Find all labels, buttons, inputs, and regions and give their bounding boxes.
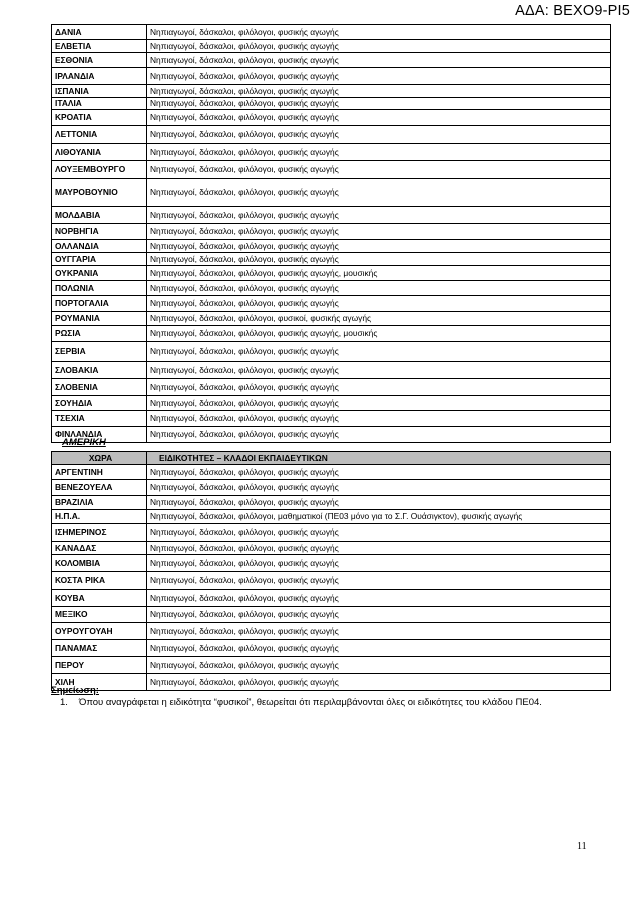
table-row bbox=[52, 224, 611, 240]
table-row bbox=[52, 40, 611, 53]
table-row bbox=[52, 379, 611, 396]
table-row bbox=[52, 342, 611, 362]
specialties-cell: Νηπιαγωγοί, δάσκαλοι, φιλόλογοι, φυσικής αγωγής bbox=[147, 496, 611, 510]
table-row bbox=[52, 144, 611, 161]
specialties-cell: Νηπιαγωγοί, δάσκαλοι, φιλόλογοι, φυσικής αγωγής, μουσικής bbox=[147, 266, 611, 281]
specialties-cell: Νηπιαγωγοί, δάσκαλοι, φιλόλογοι, φυσικής αγωγής bbox=[147, 640, 611, 657]
country-cell: ΙΣΠΑΝΙΑ bbox=[52, 85, 147, 98]
country-cell: ΚΟΣΤΑ ΡΙΚΑ bbox=[52, 572, 147, 590]
country-cell: ΔΑΝΙΑ bbox=[52, 25, 147, 40]
specialties-cell: Νηπιαγωγοί, δάσκαλοι, φιλόλογοι, φυσικής αγωγής bbox=[147, 590, 611, 607]
note-item bbox=[60, 697, 542, 708]
country-cell: ΒΡΑΖΙΛΙΑ bbox=[52, 496, 147, 510]
table-header-row bbox=[52, 452, 611, 465]
country-cell: ΚΑΝΑΔΑΣ bbox=[52, 542, 147, 555]
country-cell: ΤΣΕΧΙΑ bbox=[52, 411, 147, 427]
table-row bbox=[52, 496, 611, 510]
country-cell: ΟΥΡΟΥΓΟΥΑΗ bbox=[52, 623, 147, 640]
table-row bbox=[52, 126, 611, 144]
table-row bbox=[52, 110, 611, 126]
specialties-cell: Νηπιαγωγοί, δάσκαλοι, φιλόλογοι, φυσικής αγωγής bbox=[147, 362, 611, 379]
table-row bbox=[52, 25, 611, 40]
specialties-cell: Νηπιαγωγοί, δάσκαλοι, φιλόλογοι, φυσικής αγωγής bbox=[147, 126, 611, 144]
country-cell: ΛΟΥΞΕΜΒΟΥΡΓΟ bbox=[52, 161, 147, 179]
country-cell: ΡΩΣΙΑ bbox=[52, 326, 147, 342]
country-cell: ΣΛΟΒΑΚΙΑ bbox=[52, 362, 147, 379]
table-row bbox=[52, 396, 611, 411]
specialties-cell: Νηπιαγωγοί, δάσκαλοι, φιλόλογοι, φυσικής αγωγής bbox=[147, 253, 611, 266]
country-cell: ΛΕΤΤΟΝΙΑ bbox=[52, 126, 147, 144]
table-row bbox=[52, 207, 611, 224]
specialties-cell: Νηπιαγωγοί, δάσκαλοι, φιλόλογοι, φυσικής αγωγής bbox=[147, 623, 611, 640]
table-row bbox=[52, 253, 611, 266]
country-cell: ΜΑΥΡΟΒΟΥΝΙΟ bbox=[52, 179, 147, 207]
table-row bbox=[52, 524, 611, 542]
country-cell: ΟΥΓΓΑΡΙΑ bbox=[52, 253, 147, 266]
specialties-cell: Νηπιαγωγοί, δάσκαλοι, φιλόλογοι, φυσικής αγωγής bbox=[147, 296, 611, 312]
specialties-cell: Νηπιαγωγοί, δάσκαλοι, φιλόλογοι, φυσικής αγωγής bbox=[147, 40, 611, 53]
country-cell: ΜΕΞΙΚΟ bbox=[52, 607, 147, 623]
specialties-cell: Νηπιαγωγοί, δάσκαλοι, φιλόλογοι, φυσικής αγωγής bbox=[147, 53, 611, 68]
specialties-cell: Νηπιαγωγοί, δάσκαλοι, φιλόλογοι, φυσικής αγωγής bbox=[147, 396, 611, 411]
country-cell: ΠΕΡΟΥ bbox=[52, 657, 147, 674]
specialties-cell: Νηπιαγωγοί, δάσκαλοι, φιλόλογοι, φυσικής αγωγής bbox=[147, 25, 611, 40]
specialties-cell: Νηπιαγωγοί, δάσκαλοι, φιλόλογοι, φυσικής αγωγής bbox=[147, 179, 611, 207]
country-cell: ΑΡΓΕΝΤΙΝΗ bbox=[52, 465, 147, 480]
table-row bbox=[52, 281, 611, 296]
specialties-cell: Νηπιαγωγοί, δάσκαλοι, φιλόλογοι, φυσικής αγωγής bbox=[147, 480, 611, 496]
specialties-cell: Νηπιαγωγοί, δάσκαλοι, φιλόλογοι, φυσικής αγωγής bbox=[147, 68, 611, 85]
specialties-cell: Νηπιαγωγοί, δάσκαλοι, φιλόλογοι, φυσικής αγωγής bbox=[147, 98, 611, 110]
table-row bbox=[52, 640, 611, 657]
specialties-cell: Νηπιαγωγοί, δάσκαλοι, φιλόλογοι, φυσικής αγωγής bbox=[147, 342, 611, 362]
specialties-cell: Νηπιαγωγοί, δάσκαλοι, φιλόλογοι, φυσικής αγωγής bbox=[147, 240, 611, 253]
section-title-america: ΑΜΕΡΙΚΗ bbox=[62, 437, 106, 448]
country-cell: ΦΙΝΛΑΝΔΙΑ bbox=[52, 427, 147, 443]
table-row bbox=[52, 53, 611, 68]
table-row bbox=[52, 590, 611, 607]
specialties-cell: Νηπιαγωγοί, δάσκαλοι, φιλόλογοι, φυσικής αγωγής bbox=[147, 607, 611, 623]
country-cell: ΡΟΥΜΑΝΙΑ bbox=[52, 312, 147, 326]
country-cell: ΟΥΚΡΑΝΙΑ bbox=[52, 266, 147, 281]
country-cell: ΝΟΡΒΗΓΙΑ bbox=[52, 224, 147, 240]
country-cell: ΣΛΟΒΕΝΙΑ bbox=[52, 379, 147, 396]
specialties-cell: Νηπιαγωγοί, δάσκαλοι, φιλόλογοι, φυσικής αγωγής bbox=[147, 411, 611, 427]
table-row bbox=[52, 510, 611, 524]
country-cell: ΚΡΟΑΤΙΑ bbox=[52, 110, 147, 126]
table-row bbox=[52, 240, 611, 253]
specialties-cell: Νηπιαγωγοί, δάσκαλοι, φιλόλογοι, φυσικής αγωγής bbox=[147, 465, 611, 480]
country-cell: ΜΟΛΔΑΒΙΑ bbox=[52, 207, 147, 224]
country-cell: ΟΛΛΑΝΔΙΑ bbox=[52, 240, 147, 253]
country-cell: ΧΙΛΗ bbox=[52, 674, 147, 691]
table-row bbox=[52, 362, 611, 379]
specialties-cell: Νηπιαγωγοί, δάσκαλοι, φιλόλογοι, φυσικής αγωγής bbox=[147, 144, 611, 161]
specialties-cell: Νηπιαγωγοί, δάσκαλοι, φιλόλογοι, φυσικής αγωγής bbox=[147, 224, 611, 240]
country-cell: ΙΣΗΜΕΡΙΝΟΣ bbox=[52, 524, 147, 542]
america-table bbox=[51, 451, 611, 691]
table-row bbox=[52, 542, 611, 555]
table-row bbox=[52, 657, 611, 674]
country-cell: ΚΟΛΟΜΒΙΑ bbox=[52, 555, 147, 572]
table-row bbox=[52, 179, 611, 207]
country-cell: ΣΕΡΒΙΑ bbox=[52, 342, 147, 362]
table-row bbox=[52, 623, 611, 640]
country-cell: ΕΛΒΕΤΙΑ bbox=[52, 40, 147, 53]
specialties-cell: Νηπιαγωγοί, δάσκαλοι, φιλόλογοι, φυσικής αγωγής bbox=[147, 379, 611, 396]
specialties-cell: Νηπιαγωγοί, δάσκαλοι, φιλόλογοι, φυσικής αγωγής bbox=[147, 207, 611, 224]
country-cell: ΒΕΝΕΖΟΥΕΛΑ bbox=[52, 480, 147, 496]
table-row bbox=[52, 312, 611, 326]
table-row bbox=[52, 427, 611, 443]
specialties-cell: Νηπιαγωγοί, δάσκαλοι, φιλόλογοι, φυσικής αγωγής bbox=[147, 555, 611, 572]
specialties-cell: Νηπιαγωγοί, δάσκαλοι, φιλόλογοι, φυσικής αγωγής bbox=[147, 427, 611, 443]
country-cell: ΠΟΛΩΝΙΑ bbox=[52, 281, 147, 296]
specialties-cell: Νηπιαγωγοί, δάσκαλοι, φιλόλογοι, φυσικής αγωγής, μουσικής bbox=[147, 326, 611, 342]
country-cell: ΣΟΥΗΔΙΑ bbox=[52, 396, 147, 411]
table-row bbox=[52, 555, 611, 572]
ada-code: ΑΔΑ: ΒΕΧΟ9-ΡΙ5 bbox=[515, 3, 630, 19]
note-title: Σημείωση: bbox=[51, 685, 99, 696]
specialties-cell: Νηπιαγωγοί, δάσκαλοι, φιλόλογοι, μαθηματικοί (ΠΕ03 μόνο για το Σ.Γ. Ουάσιγκτον), φυσικής αγωγής bbox=[147, 510, 611, 524]
specialties-cell: Νηπιαγωγοί, δάσκαλοι, φιλόλογοι, φυσικής αγωγής bbox=[147, 281, 611, 296]
specialties-cell: Νηπιαγωγοί, δάσκαλοι, φιλόλογοι, φυσικής αγωγής bbox=[147, 110, 611, 126]
specialties-cell: Νηπιαγωγοί, δάσκαλοι, φιλόλογοι, φυσικής αγωγής bbox=[147, 572, 611, 590]
country-cell: ΕΣΘΟΝΙΑ bbox=[52, 53, 147, 68]
table-row bbox=[52, 465, 611, 480]
country-cell: ΚΟΥΒΑ bbox=[52, 590, 147, 607]
table-row bbox=[52, 326, 611, 342]
table-row bbox=[52, 68, 611, 85]
table-row bbox=[52, 296, 611, 312]
country-cell: ΙΡΛΑΝΔΙΑ bbox=[52, 68, 147, 85]
table-row bbox=[52, 411, 611, 427]
specialties-cell: Νηπιαγωγοί, δάσκαλοι, φιλόλογοι, φυσικής αγωγής bbox=[147, 161, 611, 179]
note-text: Όπου αναγράφεται η ειδικότητα “φυσικοί”, θεωρείται ότι περιλαμβάνονται όλες οι ειδικότητες του κλάδου ΠΕ04. bbox=[79, 697, 542, 708]
specialties-cell: Νηπιαγωγοί, δάσκαλοι, φιλόλογοι, φυσικής αγωγής bbox=[147, 674, 611, 691]
page-number: 11 bbox=[577, 841, 587, 852]
header-country: ΧΩΡΑ bbox=[52, 452, 147, 465]
specialties-cell: Νηπιαγωγοί, δάσκαλοι, φιλόλογοι, φυσικοί, φυσικής αγωγής bbox=[147, 312, 611, 326]
table-row bbox=[52, 607, 611, 623]
europe-table bbox=[51, 24, 611, 443]
specialties-cell: Νηπιαγωγοί, δάσκαλοι, φιλόλογοι, φυσικής αγωγής bbox=[147, 542, 611, 555]
table-row bbox=[52, 266, 611, 281]
country-cell: ΛΙΘΟΥΑΝΙΑ bbox=[52, 144, 147, 161]
table-row bbox=[52, 98, 611, 110]
table-row bbox=[52, 85, 611, 98]
table-row bbox=[52, 161, 611, 179]
specialties-cell: Νηπιαγωγοί, δάσκαλοι, φιλόλογοι, φυσικής αγωγής bbox=[147, 657, 611, 674]
specialties-cell: Νηπιαγωγοί, δάσκαλοι, φιλόλογοι, φυσικής αγωγής bbox=[147, 524, 611, 542]
country-cell: ΠΑΝΑΜΑΣ bbox=[52, 640, 147, 657]
note-number: 1. bbox=[60, 697, 68, 708]
country-cell: ΠΟΡΤΟΓΑΛΙΑ bbox=[52, 296, 147, 312]
table-row bbox=[52, 480, 611, 496]
header-specialties: ΕΙΔΙΚΟΤΗΤΕΣ – ΚΛΑΔΟΙ ΕΚΠΑΙΔΕΥΤΙΚΩΝ bbox=[147, 452, 611, 465]
country-cell: ΙΤΑΛΙΑ bbox=[52, 98, 147, 110]
country-cell: Η.Π.Α. bbox=[52, 510, 147, 524]
table-row bbox=[52, 572, 611, 590]
specialties-cell: Νηπιαγωγοί, δάσκαλοι, φιλόλογοι, φυσικής αγωγής bbox=[147, 85, 611, 98]
table-row bbox=[52, 674, 611, 691]
